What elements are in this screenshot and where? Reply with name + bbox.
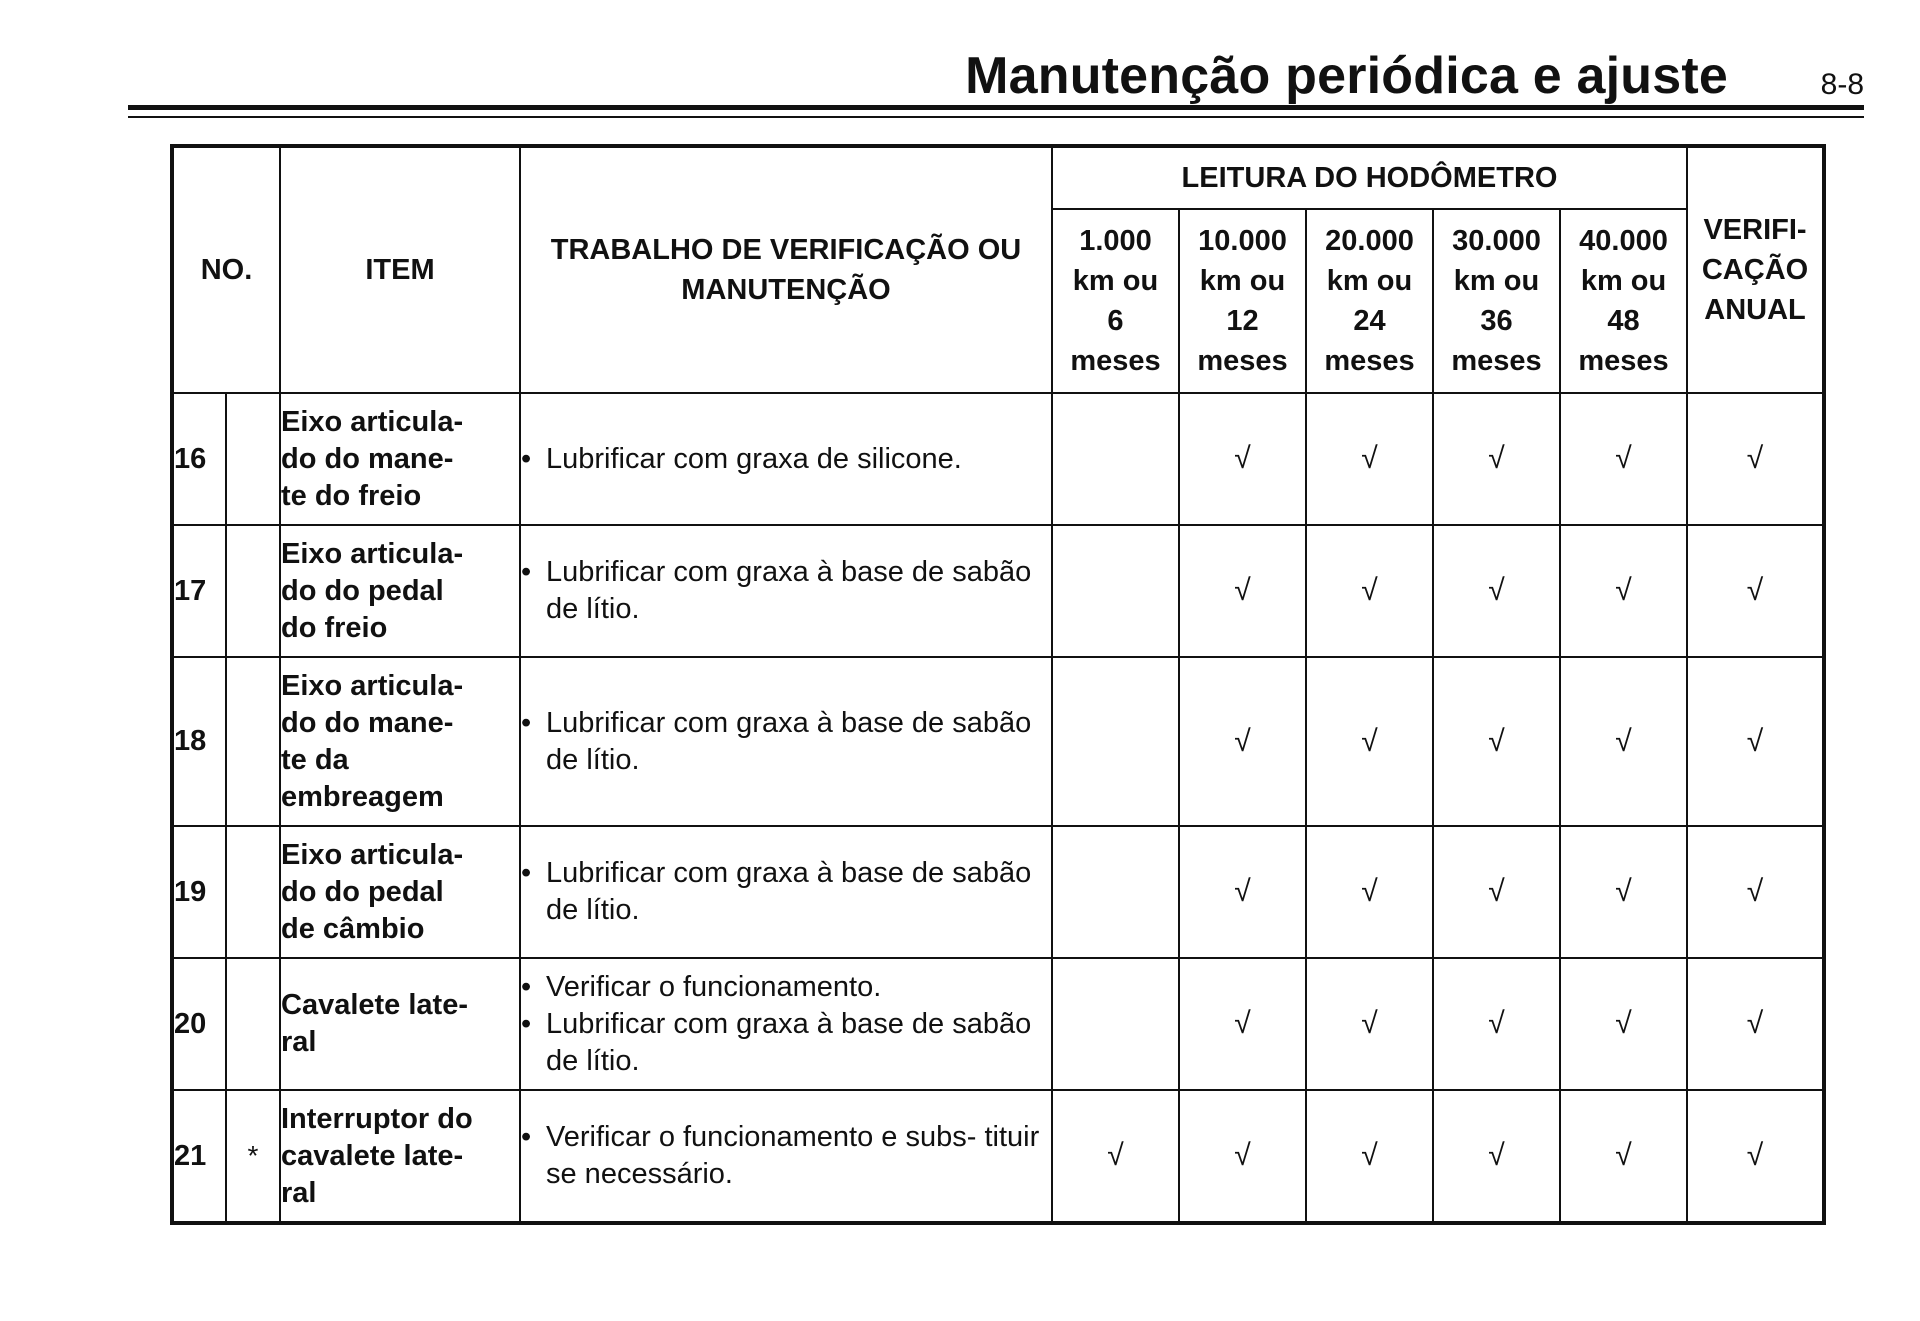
table-row: [172, 1090, 1824, 1223]
check-cell: [1179, 826, 1306, 958]
item-line: te da: [281, 743, 349, 776]
checkmark-icon: √: [1234, 724, 1251, 758]
checkmark-icon: √: [1615, 574, 1632, 607]
item-line: Eixo articula-: [281, 537, 464, 570]
item-line: Eixo articula-: [281, 669, 464, 702]
checkmark-icon: √: [1488, 875, 1505, 908]
checkmark-icon: √: [1361, 574, 1378, 607]
checkmark-icon: √: [1234, 1007, 1251, 1040]
item-line: do do mane-: [281, 442, 454, 475]
checkmark-icon: √: [1361, 875, 1378, 908]
row-number: 20: [172, 958, 226, 1090]
header-rule-thick: [128, 105, 1864, 110]
check-cell: [1052, 826, 1179, 958]
check-cell: [1433, 657, 1560, 826]
check-cell: [1179, 525, 1306, 657]
checkmark-icon: √: [1488, 1007, 1505, 1040]
row-work: [520, 393, 1052, 525]
check-cell: [1306, 657, 1433, 826]
check-cell: [1433, 826, 1560, 958]
table-row: [172, 826, 1824, 958]
check-cell: [1687, 1090, 1824, 1223]
check-cell: [1052, 657, 1179, 826]
checkmark-icon: √: [1746, 1139, 1764, 1172]
check-cell: [1179, 1090, 1306, 1223]
col-header-no: NO.: [172, 146, 280, 393]
item-line: do do pedal: [281, 875, 444, 908]
check-cell: [1433, 525, 1560, 657]
item-line: do freio: [281, 611, 388, 644]
table-row: [172, 393, 1824, 525]
check-cell: [1306, 393, 1433, 525]
row-mark: [226, 826, 280, 958]
odometer-line: meses: [1324, 345, 1415, 377]
checkmark-icon: √: [1746, 724, 1764, 758]
annual-line: ANUAL: [1704, 294, 1806, 326]
check-cell: [1560, 958, 1687, 1090]
row-number: 21: [172, 1090, 226, 1223]
row-work: [520, 958, 1052, 1090]
row-item: [280, 826, 520, 958]
odometer-line: meses: [1451, 345, 1542, 377]
odometer-line: meses: [1197, 345, 1288, 377]
check-cell: [1560, 525, 1687, 657]
check-cell: [1433, 958, 1560, 1090]
check-cell: [1306, 958, 1433, 1090]
col-header-odometer: [1179, 209, 1306, 393]
check-cell: [1687, 657, 1824, 826]
checkmark-icon: √: [1107, 1139, 1124, 1172]
checkmark-icon: √: [1361, 442, 1378, 475]
col-header-odometer: [1052, 209, 1179, 393]
row-mark: [226, 393, 280, 525]
checkmark-icon: √: [1361, 724, 1378, 758]
row-item: [280, 1090, 520, 1223]
check-cell: [1306, 1090, 1433, 1223]
odometer-line: 6: [1107, 305, 1124, 337]
col-header-odometer: [1560, 209, 1687, 393]
check-cell: [1052, 393, 1179, 525]
checkmark-icon: √: [1488, 724, 1505, 758]
checkmark-icon: √: [1615, 1139, 1632, 1172]
check-cell: [1052, 1090, 1179, 1223]
table-row: [172, 657, 1824, 826]
checkmark-icon: √: [1361, 1139, 1378, 1172]
check-cell: [1687, 826, 1824, 958]
row-work: [520, 525, 1052, 657]
check-cell: [1687, 393, 1824, 525]
odometer-line: 10.000: [1198, 225, 1287, 257]
check-cell: [1560, 393, 1687, 525]
odometer-line: meses: [1578, 345, 1669, 377]
row-number: 18: [172, 657, 226, 826]
check-cell: [1179, 958, 1306, 1090]
row-work: [520, 657, 1052, 826]
odometer-line: 48: [1607, 305, 1640, 337]
col-header-odometer-group: LEITURA DO HODÔMETRO: [1052, 146, 1687, 209]
odometer-line: km ou: [1199, 265, 1286, 297]
check-cell: [1179, 657, 1306, 826]
item-line: cavalete late-: [281, 1139, 464, 1172]
row-work: [520, 826, 1052, 958]
check-cell: [1433, 1090, 1560, 1223]
check-cell: [1179, 393, 1306, 525]
odometer-line: km ou: [1453, 265, 1540, 297]
item-line: do do pedal: [281, 574, 444, 607]
item-line: ral: [281, 1176, 317, 1209]
check-cell: [1052, 958, 1179, 1090]
row-item: [280, 393, 520, 525]
odometer-line: km ou: [1580, 265, 1667, 297]
col-header-work: [520, 146, 1052, 393]
col-header-odometer: [1306, 209, 1433, 393]
work-bullet: • Lubrificar com graxa à base de sabão de lítio.: [521, 855, 1051, 929]
row-number: 16: [172, 393, 226, 525]
checkmark-icon: √: [1615, 1007, 1632, 1040]
item-line: embreagem: [281, 780, 444, 813]
work-bullet: • Verificar o funcionamento e subs- tituir se necessário.: [521, 1119, 1051, 1193]
col-header-item: ITEM: [280, 146, 520, 393]
checkmark-icon: √: [1746, 442, 1764, 475]
work-bullet: • Lubrificar com graxa à base de sabão de lítio.: [521, 1006, 1051, 1080]
checkmark-icon: √: [1615, 442, 1632, 475]
check-cell: [1687, 958, 1824, 1090]
checkmark-icon: √: [1234, 875, 1251, 908]
checkmark-icon: √: [1234, 574, 1251, 607]
item-line: Eixo articula-: [281, 838, 464, 871]
odometer-line: 20.000: [1325, 225, 1414, 257]
work-bullet: • Lubrificar com graxa de silicone.: [521, 441, 1051, 478]
item-line: te do freio: [281, 479, 422, 512]
work-bullet: • Verificar o funcionamento.: [521, 969, 1051, 1006]
row-item: [280, 958, 520, 1090]
row-mark: [226, 657, 280, 826]
item-line: Eixo articula-: [281, 405, 464, 438]
checkmark-icon: √: [1234, 1139, 1251, 1172]
row-number: 19: [172, 826, 226, 958]
checkmark-icon: √: [1488, 574, 1505, 607]
checkmark-icon: √: [1488, 1139, 1505, 1172]
odometer-line: 30.000: [1452, 225, 1541, 257]
item-line: ral: [281, 1026, 317, 1058]
col-header-odometer: [1433, 209, 1560, 393]
item-line: Interruptor do: [281, 1102, 473, 1135]
row-item: [280, 657, 520, 826]
checkmark-icon: √: [1615, 875, 1632, 908]
check-cell: [1306, 525, 1433, 657]
page-number: 8-8: [1820, 68, 1864, 101]
table-row: [172, 958, 1824, 1090]
odometer-line: 36: [1480, 305, 1513, 337]
row-mark: [226, 958, 280, 1090]
work-bullet: • Lubrificar com graxa à base de sabão de lítio.: [521, 705, 1051, 779]
item-line: Cavalete late-: [281, 989, 468, 1021]
check-cell: [1560, 1090, 1687, 1223]
checkmark-icon: √: [1488, 442, 1505, 475]
check-cell: [1560, 657, 1687, 826]
col-header-work-label: TRABALHO DE VERIFICAÇÃO OU MANUTENÇÃO: [550, 234, 1022, 306]
row-work: [520, 1090, 1052, 1223]
col-header-annual: [1687, 146, 1824, 393]
checkmark-icon: √: [1746, 574, 1764, 607]
annual-line: CAÇÃO: [1701, 254, 1809, 286]
odometer-line: 1.000: [1079, 225, 1152, 257]
check-cell: [1052, 525, 1179, 657]
row-mark: *: [226, 1090, 280, 1223]
check-cell: [1560, 826, 1687, 958]
checkmark-icon: √: [1361, 1007, 1378, 1040]
check-cell: [1306, 826, 1433, 958]
odometer-line: meses: [1070, 345, 1161, 377]
checkmark-icon: √: [1746, 875, 1764, 908]
table-row: [172, 525, 1824, 657]
checkmark-icon: √: [1234, 442, 1251, 475]
header-rule-thin: [128, 116, 1864, 118]
check-cell: [1687, 525, 1824, 657]
odometer-line: 24: [1353, 305, 1386, 337]
row-number: 17: [172, 525, 226, 657]
work-bullet: • Lubrificar com graxa à base de sabão de lítio.: [521, 554, 1051, 628]
checkmark-icon: √: [1615, 724, 1632, 758]
odometer-line: 40.000: [1579, 225, 1668, 257]
page-title: Manutenção periódica e ajuste: [965, 47, 1728, 105]
odometer-line: km ou: [1326, 265, 1413, 297]
annual-line: VERIFI-: [1703, 214, 1807, 246]
checkmark-icon: √: [1746, 1007, 1764, 1040]
check-cell: [1433, 393, 1560, 525]
row-item: [280, 525, 520, 657]
odometer-line: km ou: [1072, 265, 1159, 297]
row-mark: [226, 525, 280, 657]
odometer-line: 12: [1226, 305, 1259, 337]
item-line: do do mane-: [281, 706, 454, 739]
maintenance-table: [170, 144, 1826, 1225]
item-line: de câmbio: [281, 912, 425, 945]
